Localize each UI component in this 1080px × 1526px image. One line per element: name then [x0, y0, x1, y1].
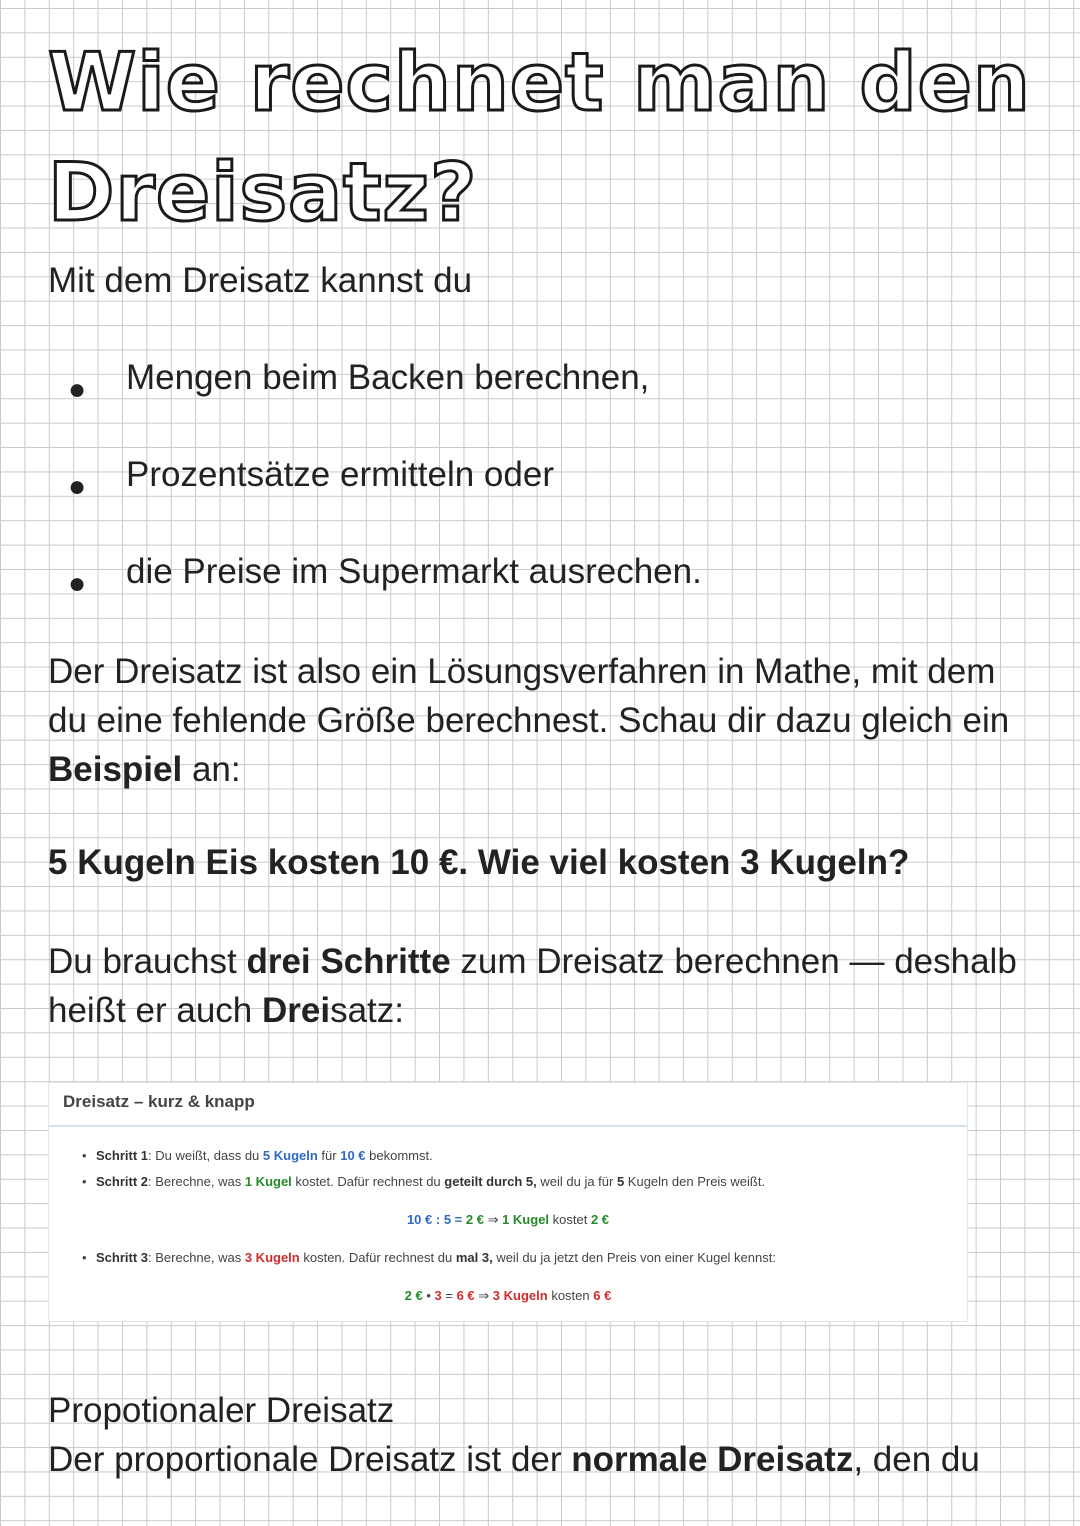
step-text: bekommst.	[365, 1148, 433, 1163]
steps-intro	[48, 937, 1038, 1035]
calc-value: 5	[443, 1212, 452, 1227]
calculation-2	[49, 1283, 967, 1309]
step-text: : Du weißt, dass du	[148, 1148, 263, 1163]
calc-operator: =	[451, 1212, 466, 1227]
calc-value: 10 €	[406, 1212, 433, 1227]
step-label: Schritt 2	[96, 1174, 149, 1189]
step-label: Schritt 3	[96, 1250, 149, 1265]
calculation-1	[49, 1207, 967, 1233]
step-1	[49, 1143, 967, 1169]
step-text: für	[317, 1148, 341, 1163]
step-2	[49, 1169, 967, 1195]
step-text: kosten. Dafür rechnest du	[299, 1250, 456, 1265]
step-text: weil du ja für	[536, 1174, 617, 1189]
bullet-icon: ●	[68, 470, 87, 503]
bullet-icon: •	[82, 1250, 87, 1265]
step-value: 5	[616, 1174, 625, 1189]
section-text	[48, 1437, 1048, 1483]
section-bold: normale Dreisatz	[571, 1440, 854, 1479]
step-value: 1 Kugel	[244, 1174, 292, 1189]
paragraph-end: an:	[182, 750, 241, 789]
steps-bold-2: Drei	[262, 991, 331, 1030]
step-value: geteilt durch 5,	[444, 1174, 537, 1189]
arrow-icon: ⇒	[474, 1288, 493, 1303]
intro-text: Mit dem Dreisatz kannst du	[48, 261, 473, 300]
steps-text-1: Du brauchst	[48, 942, 247, 981]
title-line-1: Wie rechnet man den	[48, 36, 1031, 129]
step-value: mal 3,	[455, 1250, 493, 1265]
bullet-text: Prozentsätze ermitteln oder	[126, 455, 554, 494]
step-value: 5 Kugeln	[262, 1148, 318, 1163]
summary-card	[48, 1082, 968, 1322]
steps-list-2	[49, 1245, 967, 1271]
arrow-icon: ⇒	[483, 1212, 503, 1227]
calc-value: 1 Kugel	[502, 1212, 550, 1227]
step-text: weil du ja jetzt den Preis von einer Kugel kennst:	[492, 1250, 776, 1265]
calc-operator: =	[441, 1288, 457, 1303]
step-text: : Berechne, was	[148, 1174, 245, 1189]
step-value: 3 Kugeln	[244, 1250, 300, 1265]
steps-text-2: zum Dreisatz berechnen — deshalb heißt er auch	[48, 942, 1017, 1030]
calc-result: 2 €	[465, 1212, 484, 1227]
step-text: kostet. Dafür rechnest du	[291, 1174, 445, 1189]
list-item	[48, 449, 702, 546]
section-text-2: , den du	[853, 1440, 980, 1479]
steps-bold-1: drei Schritte	[246, 942, 451, 981]
bullet-icon: ●	[68, 567, 87, 600]
card-heading: Dreisatz – kurz & knapp	[49, 1083, 967, 1127]
bullet-icon: •	[82, 1174, 87, 1189]
step-text: : Berechne, was	[148, 1250, 245, 1265]
calc-text: kostet	[549, 1212, 591, 1227]
title-line-2: Dreisatz?	[48, 146, 478, 239]
paragraph-text: Der Dreisatz ist also ein Lösungsverfahren in Mathe, mit dem du eine fehlende Größe berechnest. Schau dir dazu gleich ein	[48, 652, 1010, 740]
calc-value: 3 Kugeln	[492, 1288, 548, 1303]
calc-text: kosten	[547, 1288, 594, 1303]
calc-result: 6 €	[593, 1288, 612, 1303]
bullet-text: die Preise im Supermarkt ausrechen.	[126, 552, 702, 591]
page-title	[48, 28, 1031, 248]
step-text: Kugeln den Preis weißt.	[624, 1174, 766, 1189]
calc-value: 2 €	[404, 1288, 423, 1303]
calc-result: 2 €	[590, 1212, 610, 1227]
bullet-icon: •	[82, 1148, 87, 1163]
calc-operator: •	[422, 1288, 435, 1303]
list-item	[48, 546, 702, 643]
step-value: 10 €	[340, 1148, 366, 1163]
section-text-1: Der proportionale Dreisatz ist der	[48, 1440, 572, 1479]
bullet-icon: ●	[68, 373, 87, 406]
steps-list	[49, 1143, 967, 1195]
section-title: Propotionaler Dreisatz	[48, 1391, 395, 1430]
paragraph-bold: Beispiel	[48, 750, 183, 789]
bullet-text: Mengen beim Backen berechnen,	[126, 358, 650, 397]
calc-operator: :	[432, 1212, 444, 1227]
bullet-list	[48, 352, 702, 643]
calc-value: 3	[434, 1288, 442, 1303]
step-label: Schritt 1	[96, 1148, 149, 1163]
calc-result: 6 €	[456, 1288, 475, 1303]
steps-text-3: satz:	[330, 991, 405, 1030]
explanation-paragraph	[48, 647, 1038, 794]
example-question: 5 Kugeln Eis kosten 10 €. Wie viel kosten 3 Kugeln?	[48, 843, 910, 882]
step-3	[49, 1245, 967, 1271]
list-item	[48, 352, 702, 449]
